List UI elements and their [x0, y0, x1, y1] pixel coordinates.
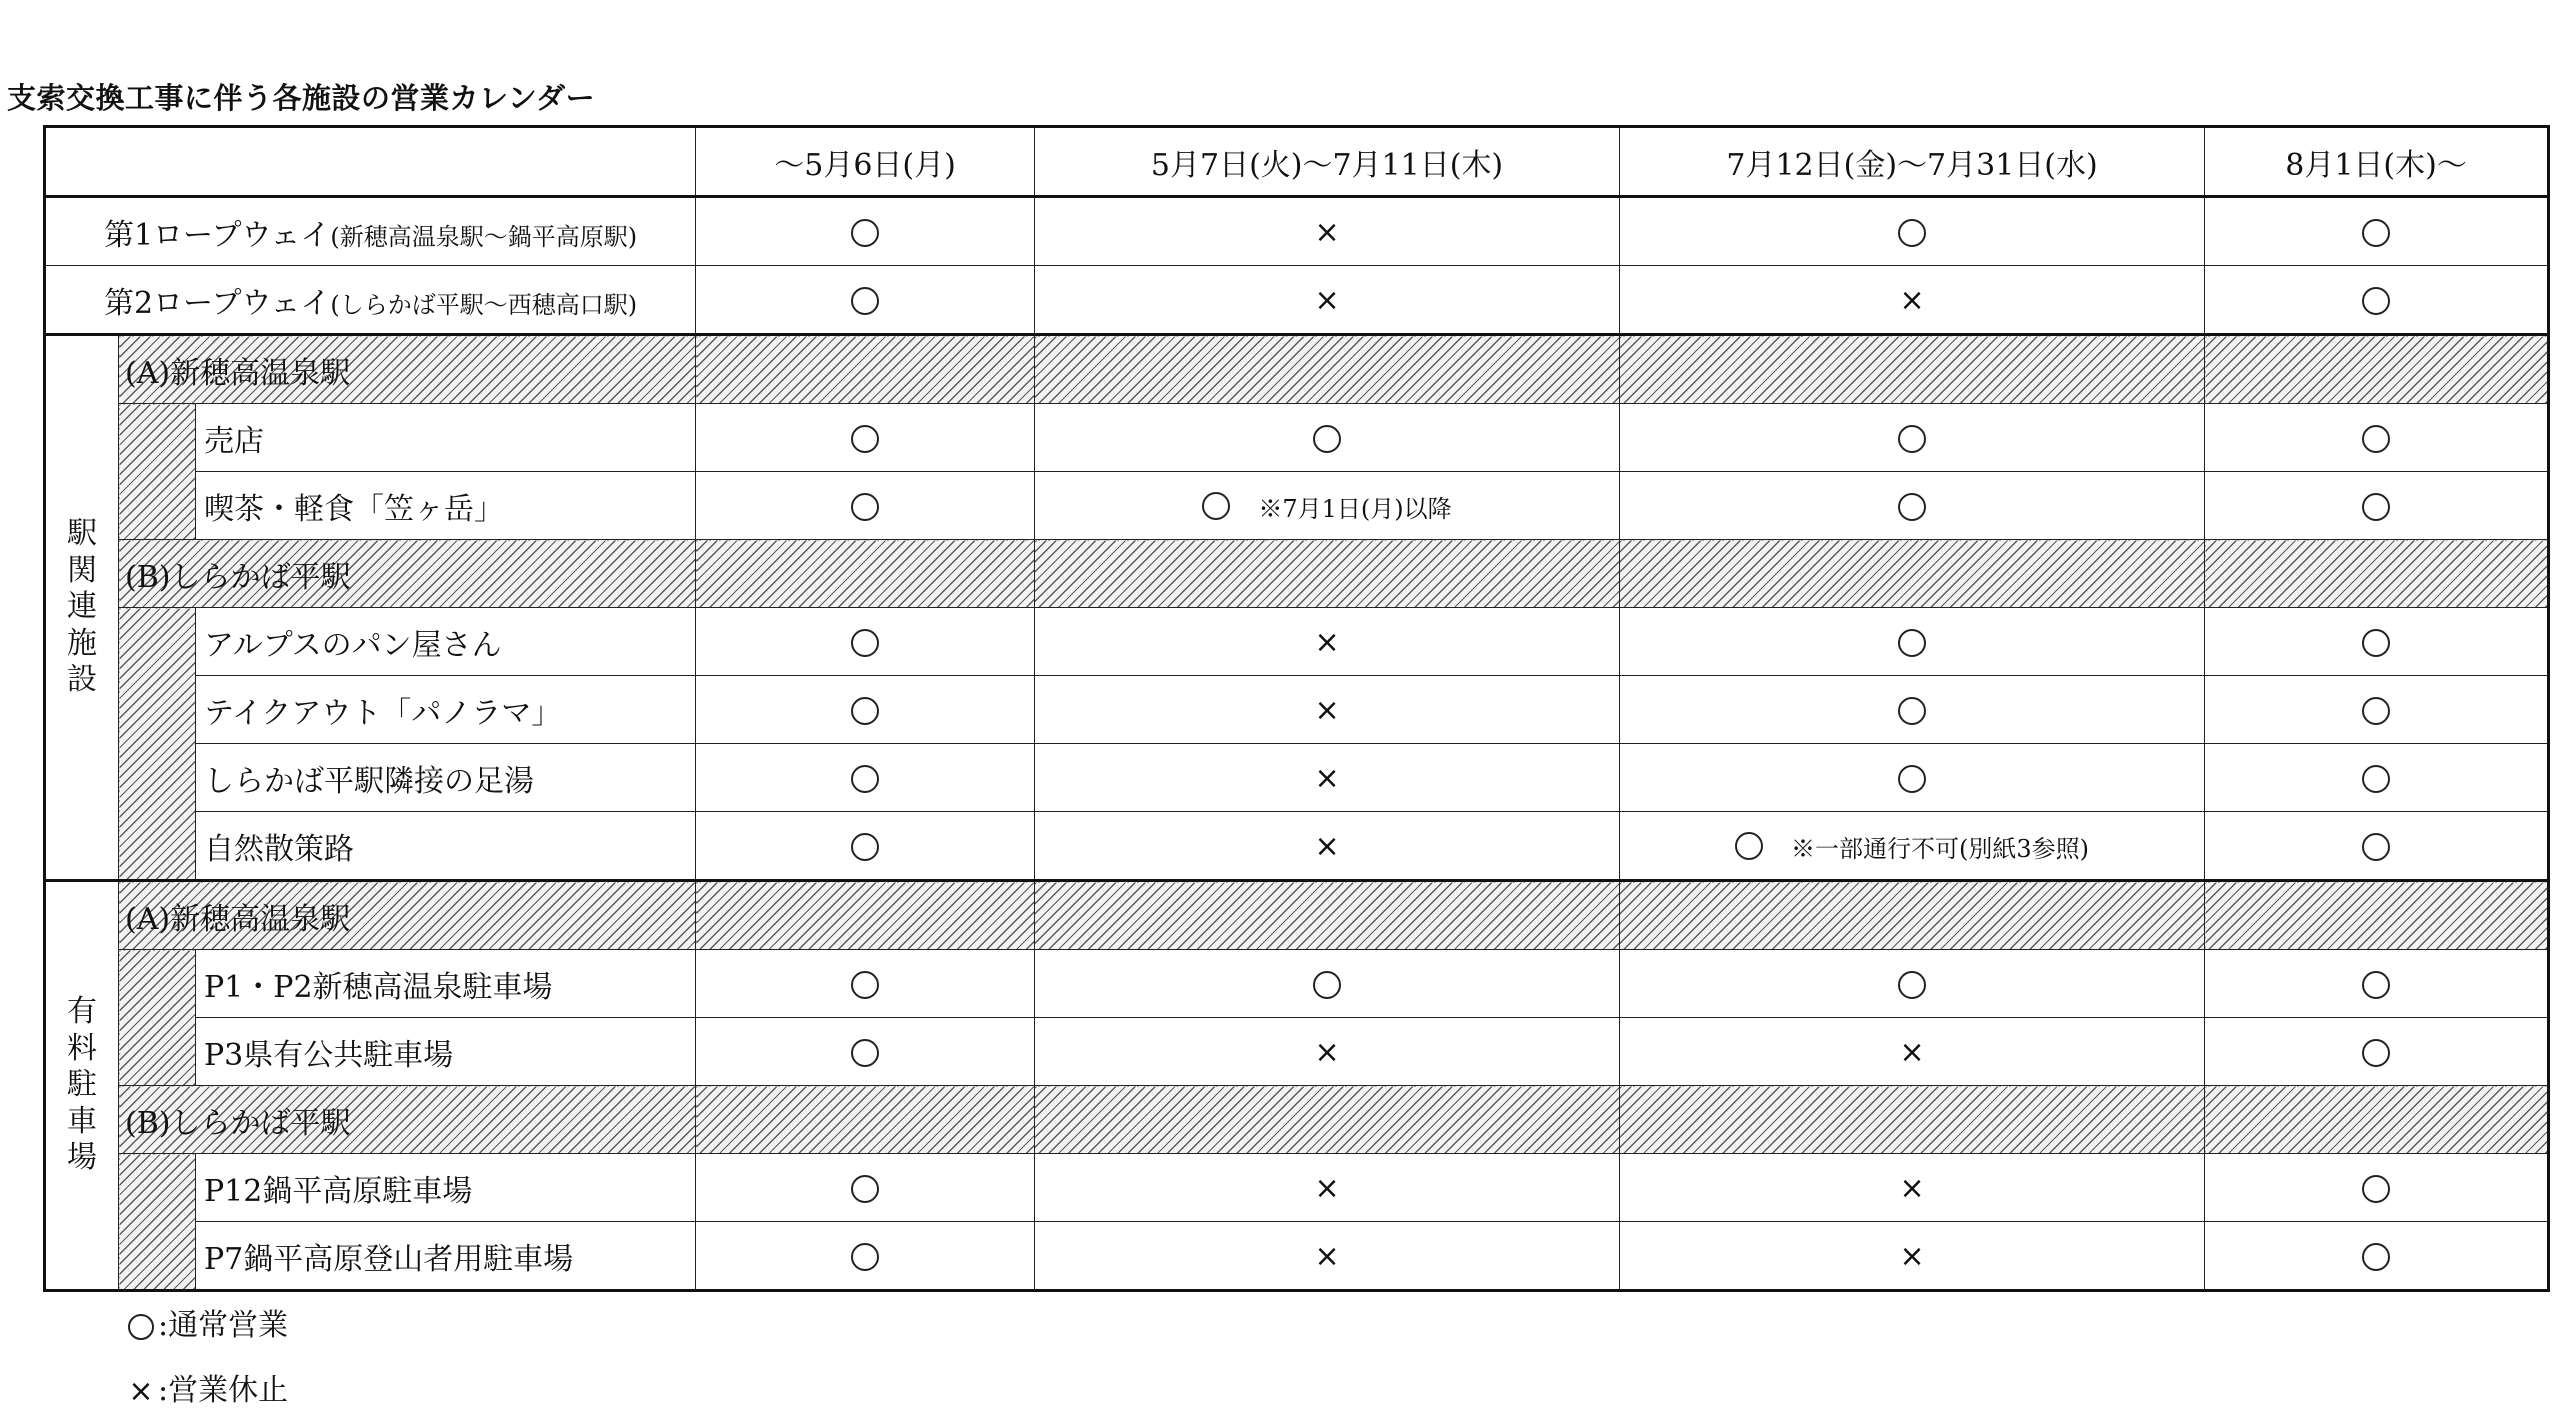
circle-icon [851, 629, 879, 657]
circle-icon [2362, 765, 2390, 793]
status-cell [2205, 608, 2549, 676]
period-header: 5月7日(火)～7月11日(木) [1035, 127, 1620, 197]
group-hatch-cell [2205, 335, 2549, 404]
status-cell [1035, 472, 1620, 540]
status-cell [1035, 1018, 1620, 1086]
status-cell [696, 744, 1035, 812]
circle-icon [2362, 697, 2390, 725]
legend-separator: : [158, 1373, 169, 1408]
period-header: 7月12日(金)～7月31日(水) [1620, 127, 2205, 197]
status-cell [696, 1154, 1035, 1222]
facility-row [45, 608, 2549, 676]
status-cell [1035, 676, 1620, 744]
group-row [45, 1086, 2549, 1154]
group-row [45, 335, 2549, 404]
ropeway-name: 第1ロープウェイ [103, 217, 331, 253]
ropeway-name: 第2ロープウェイ [103, 285, 331, 321]
facility-row [45, 744, 2549, 812]
cross-icon: × [1899, 283, 1925, 318]
group-indent-hatch [119, 950, 196, 1086]
circle-icon [851, 697, 879, 725]
status-note: ※一部通行不可(別紙3参照) [1791, 834, 2090, 863]
status-cell [1620, 744, 2205, 812]
status-cell [1620, 197, 2205, 266]
status-cell [1620, 1018, 2205, 1086]
circle-icon [851, 493, 879, 521]
status-cell [696, 404, 1035, 472]
group-hatch-cell [2205, 881, 2549, 950]
cross-icon: × [1899, 1239, 1925, 1274]
circle-icon [1202, 492, 1230, 520]
status-note: ※7月1日(月)以降 [1258, 494, 1452, 523]
circle-icon [1735, 832, 1763, 860]
status-cell [1620, 950, 2205, 1018]
group-label: (A)新穂高温泉駅 [119, 881, 696, 950]
cross-icon: × [1314, 1171, 1340, 1206]
circle-icon [1898, 765, 1926, 793]
facility-name: P1・P2新穂高温泉駐車場 [196, 950, 696, 1018]
facility-name: 喫茶・軽食「笠ヶ岳」 [196, 472, 696, 540]
legend-text: 営業休止 [168, 1373, 289, 1408]
cross-icon: × [1314, 1239, 1340, 1274]
group-hatch-cell [1035, 1086, 1620, 1154]
facility-name: P7鍋平高原登山者用駐車場 [196, 1222, 696, 1291]
header-corner [45, 127, 696, 197]
circle-icon [1313, 971, 1341, 999]
facility-row [45, 1222, 2549, 1291]
status-cell [696, 812, 1035, 881]
status-cell [2205, 197, 2549, 266]
legend-open [124, 1300, 288, 1344]
circle-icon [2362, 1175, 2390, 1203]
status-cell [1035, 950, 1620, 1018]
circle-icon [1898, 219, 1926, 247]
status-cell [1035, 1154, 1620, 1222]
status-cell [1035, 197, 1620, 266]
circle-icon [2362, 493, 2390, 521]
circle-icon [2362, 219, 2390, 247]
status-cell [2205, 744, 2549, 812]
group-hatch-cell [1035, 335, 1620, 404]
period-header: ～5月6日(月) [696, 127, 1035, 197]
status-cell [696, 472, 1035, 540]
status-cell [2205, 1018, 2549, 1086]
legend-closed [124, 1365, 288, 1409]
circle-icon [851, 219, 879, 247]
cross-icon: × [1899, 1035, 1925, 1070]
circle-icon [1898, 425, 1926, 453]
category-label [45, 881, 119, 1291]
circle-icon [851, 971, 879, 999]
facility-row [45, 950, 2549, 1018]
facility-name: しらかば平駅隣接の足湯 [196, 744, 696, 812]
category-label-text: 有料駐車場 [67, 994, 97, 1176]
status-cell [2205, 676, 2549, 744]
group-hatch-cell [1620, 335, 2205, 404]
group-row [45, 540, 2549, 608]
status-cell [2205, 266, 2549, 335]
circle-icon [851, 833, 879, 861]
status-cell [1035, 608, 1620, 676]
group-indent-hatch [119, 404, 196, 540]
facility-row [45, 472, 2549, 540]
group-hatch-cell [2205, 1086, 2549, 1154]
header-row [45, 127, 2549, 197]
status-cell [2205, 812, 2549, 881]
status-cell [696, 950, 1035, 1018]
legend-text: 通常営業 [168, 1308, 289, 1343]
cross-icon: × [1899, 1171, 1925, 1206]
status-cell [696, 266, 1035, 335]
group-label: (B)しらかば平駅 [119, 1086, 696, 1154]
group-hatch-cell [696, 881, 1035, 950]
status-cell [1620, 1154, 2205, 1222]
cross-icon: × [1314, 829, 1340, 864]
group-hatch-cell [1035, 881, 1620, 950]
status-cell [2205, 472, 2549, 540]
status-cell [2205, 1222, 2549, 1291]
cross-icon: × [1314, 283, 1340, 318]
circle-icon [2362, 287, 2390, 315]
facility-name: テイクアウト「パノラマ」 [196, 676, 696, 744]
circle-icon [1313, 425, 1341, 453]
cross-icon: × [1314, 625, 1340, 660]
group-hatch-cell [696, 540, 1035, 608]
facility-name: P12鍋平高原駐車場 [196, 1154, 696, 1222]
facility-row [45, 1018, 2549, 1086]
group-row [45, 881, 2549, 950]
facility-name: P3県有公共駐車場 [196, 1018, 696, 1086]
group-hatch-cell [696, 1086, 1035, 1154]
circle-icon [851, 1175, 879, 1203]
cross-icon: × [1314, 761, 1340, 796]
status-cell [2205, 404, 2549, 472]
status-cell [1035, 744, 1620, 812]
circle-icon [851, 1039, 879, 1067]
status-cell [1620, 472, 2205, 540]
status-cell [1035, 266, 1620, 335]
ropeway-detail: (新穂高温泉駅～鍋平高原駅) [330, 222, 638, 251]
cross-icon: × [128, 1374, 154, 1409]
facility-row [45, 1154, 2549, 1222]
legend-separator: : [158, 1308, 169, 1343]
group-hatch-cell [696, 335, 1035, 404]
circle-icon [2362, 971, 2390, 999]
circle-icon [2362, 833, 2390, 861]
status-cell [2205, 950, 2549, 1018]
status-cell [696, 1222, 1035, 1291]
status-cell [696, 197, 1035, 266]
operating-calendar-table [43, 125, 2550, 1292]
facility-row [45, 404, 2549, 472]
status-cell [1035, 404, 1620, 472]
group-hatch-cell [2205, 540, 2549, 608]
cross-icon: × [1314, 1035, 1340, 1070]
ropeway-label [45, 266, 696, 335]
circle-icon [1898, 971, 1926, 999]
circle-icon [851, 287, 879, 315]
status-cell [1620, 676, 2205, 744]
circle-icon [2362, 1039, 2390, 1067]
circle-icon [1898, 493, 1926, 521]
cross-icon: × [1314, 693, 1340, 728]
status-cell [696, 676, 1035, 744]
group-label: (B)しらかば平駅 [119, 540, 696, 608]
status-cell [1620, 608, 2205, 676]
group-hatch-cell [1620, 1086, 2205, 1154]
facility-name: 自然散策路 [196, 812, 696, 881]
group-hatch-cell [1620, 540, 2205, 608]
facility-name: アルプスのパン屋さん [196, 608, 696, 676]
status-cell [1035, 812, 1620, 881]
ropeway-row [45, 266, 2549, 335]
page-title: 支索交換工事に伴う各施設の営業カレンダー [7, 81, 596, 115]
status-cell [696, 608, 1035, 676]
group-hatch-cell [1620, 881, 2205, 950]
circle-icon [1898, 697, 1926, 725]
period-header: 8月1日(木)～ [2205, 127, 2549, 197]
circle-icon [851, 1243, 879, 1271]
group-indent-hatch [119, 1154, 196, 1291]
circle-icon [851, 765, 879, 793]
facility-name: 売店 [196, 404, 696, 472]
circle-icon [851, 425, 879, 453]
status-cell [1620, 404, 2205, 472]
circle-icon [1898, 629, 1926, 657]
group-hatch-cell [1035, 540, 1620, 608]
cross-icon: × [1314, 215, 1340, 250]
status-cell [1620, 812, 2205, 881]
group-label: (A)新穂高温泉駅 [119, 335, 696, 404]
circle-icon [2362, 1243, 2390, 1271]
circle-icon [2362, 629, 2390, 657]
facility-row [45, 676, 2549, 744]
ropeway-detail: (しらかば平駅～西穂高口駅) [330, 290, 638, 319]
category-label [45, 335, 119, 881]
category-label-text: 駅関連施設 [67, 516, 97, 698]
status-cell [2205, 1154, 2549, 1222]
group-indent-hatch [119, 608, 196, 881]
status-cell [1035, 1222, 1620, 1291]
facility-row [45, 812, 2549, 881]
ropeway-row [45, 197, 2549, 266]
status-cell [1620, 1222, 2205, 1291]
status-cell [696, 1018, 1035, 1086]
circle-icon [124, 1308, 158, 1343]
ropeway-label [45, 197, 696, 266]
circle-icon [2362, 425, 2390, 453]
status-cell [1620, 266, 2205, 335]
